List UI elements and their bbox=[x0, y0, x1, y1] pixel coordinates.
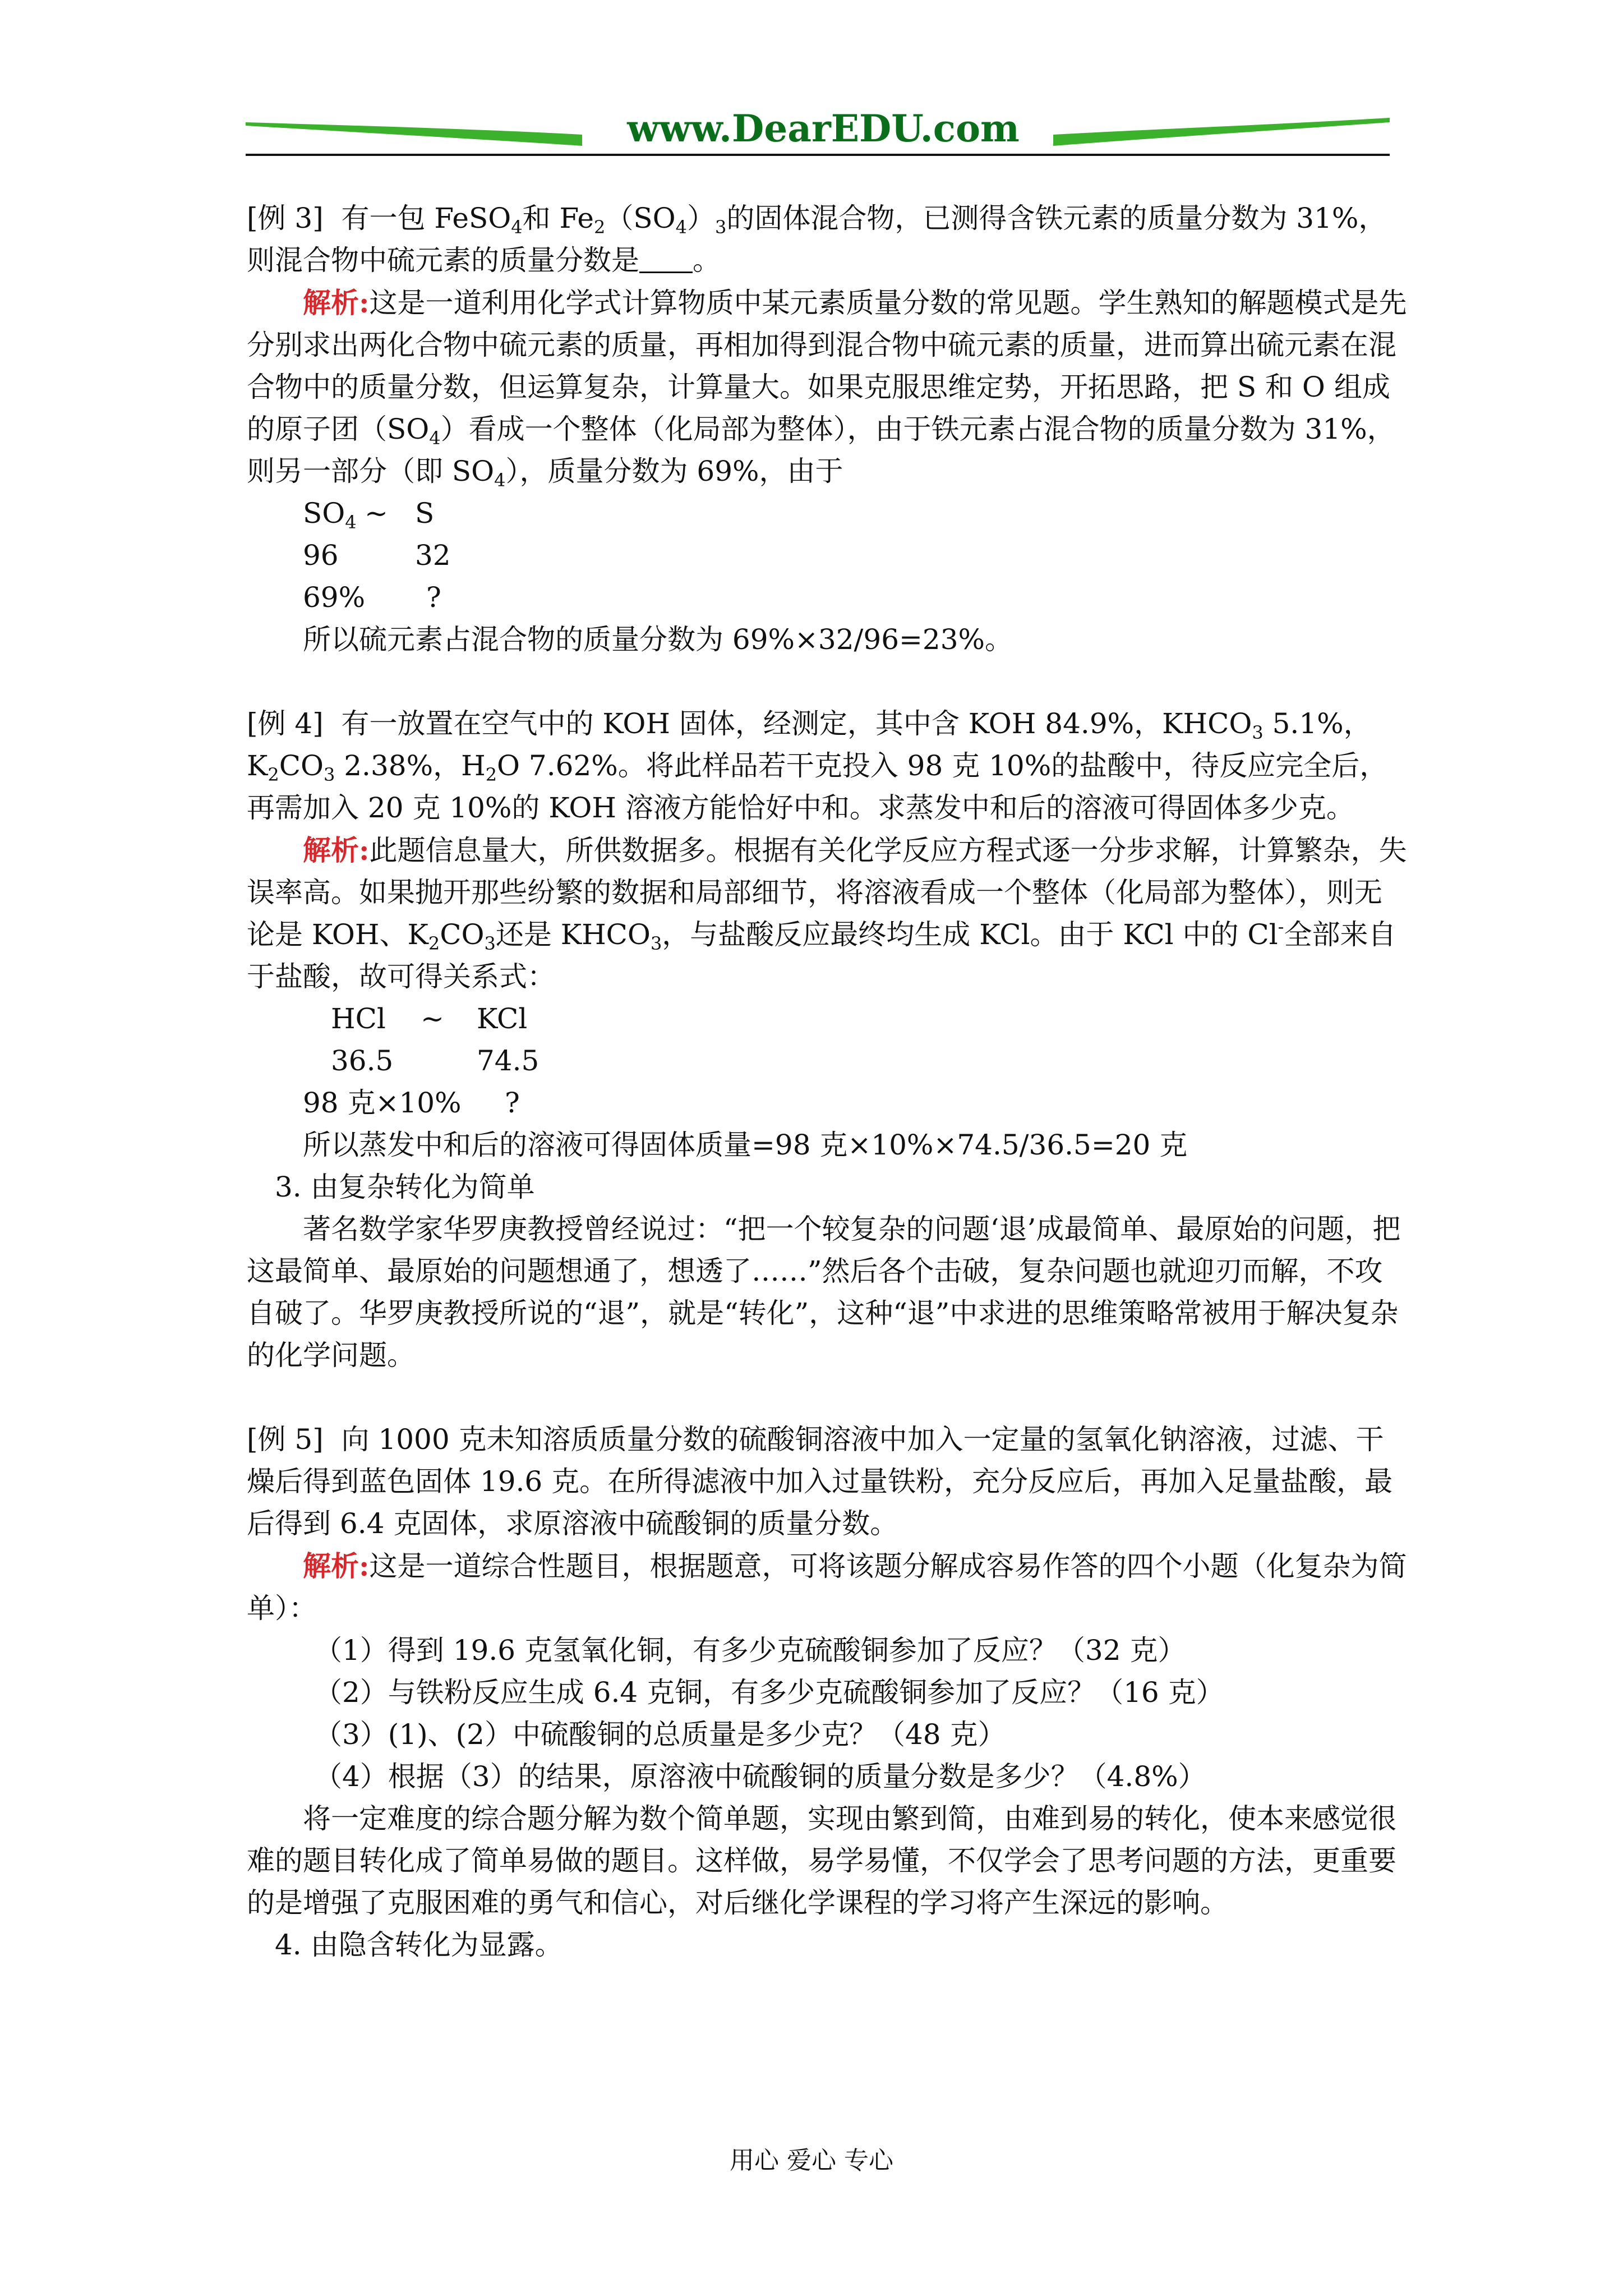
example-4-ratio-row: 98 克×10% ? bbox=[303, 1087, 520, 1119]
example-5-summary: 将一定难度的综合题分解为数个简单题，实现由繁到简，由难到易的转化，使本来感觉很难的题目转化成了简单易做的题目。这样做，易学易懂，不仅学会了思考问题的方法，更重要的是增强了克服困难的勇气和信心，对后继化学课程的学习将产生深远的影响。 bbox=[247, 1802, 1396, 1919]
example-3-conclusion: 所以硫元素占混合物的质量分数为 69%×32/96=23%。 bbox=[303, 623, 1013, 656]
document-body bbox=[247, 197, 1408, 1966]
example-5-step-3: （3）(1)、(2）中硫酸铜的总质量是多少克？（48 克） bbox=[314, 1718, 1006, 1751]
right-swoosh bbox=[1053, 118, 1390, 146]
example-3-relation-row: $SO_4$ ~ S bbox=[303, 497, 435, 533]
example-3-ratio-row: 69% ? bbox=[303, 581, 441, 614]
header-rule bbox=[246, 154, 1390, 156]
example-5-step-2: （2）与铁粉反应生成 6.4 克铜，有多少克硫酸铜参加了反应？（16 克） bbox=[314, 1676, 1224, 1709]
analysis-label: 解析: bbox=[303, 286, 370, 319]
example-4-analysis: 解析:此题信息量大，所供数据多。根据有关化学反应方程式逐一分步求解，计算繁杂，失误率高。如果抛开那些纷繁的数据和局部细节，将溶液看成一个整体（化局部为整体），则无论是 KOH、$K_2CO_3$还是 $KHCO_3$，与盐酸反应最终均生成 KCl。由于 KCl 中的 Cl-全部来自于盐酸，故可得关系式： bbox=[247, 834, 1407, 993]
example-3-question: [例 3] 有一包 FeSO$_4$和 $Fe_2(SO_4)_3$的固体混合物，已测得含铁元素的质量分数为 31%，则混合物中硫元素的质量分数是 。 bbox=[247, 202, 1387, 277]
example-4-relation-row: HCl ~ KCl bbox=[331, 1002, 528, 1035]
analysis-label: 解析: bbox=[303, 1549, 370, 1582]
brand-banner bbox=[246, 105, 1390, 162]
example-5-analysis: 解析:这是一道综合性题目，根据题意，可将该题分解成容易作答的四个小题（化复杂为简单）： bbox=[247, 1549, 1407, 1625]
example-5-question: [例 5] 向 1000 克未知溶质质量分数的硫酸铜溶液中加入一定量的氢氧化钠溶液，过滤、干燥后得到蓝色固体 19.6 克。在所得滤液中加入过量铁粉，充分反应后，再加入足量盐酸，最后得到 6.4 克固体，求原溶液中硫酸铜的质量分数。 bbox=[247, 1423, 1393, 1540]
page-header bbox=[246, 105, 1390, 162]
page-footer: 用心 爱心 专心 bbox=[730, 2146, 893, 2175]
brand-logo-text: www.DearEDU.com bbox=[627, 107, 1020, 150]
example-4-conclusion: 所以蒸发中和后的溶液可得固体质量=98 克×10%×74.5/36.5=20 克 bbox=[303, 1129, 1188, 1161]
analysis-label: 解析: bbox=[303, 834, 370, 867]
example-4-molar-row: 36.5 74.5 bbox=[331, 1045, 540, 1077]
section-4-heading: 4. 由隐含转化为显露。 bbox=[275, 1929, 563, 1961]
section-3-paragraph: 著名数学家华罗庚教授曾经说过：“把一个较复杂的问题‘退’成最简单、最原始的问题，把这最简单、最原始的问题想通了，想透了……”然后各个击破，复杂问题也就迎刃而解，不攻自破了。华罗庚教授所说的“退”，就是“转化”，这种“退”中求进的思维策略常被用于解决复杂的化学问题。 bbox=[247, 1213, 1401, 1372]
example-4-question: [例 4] 有一放置在空气中的 KOH 固体，经测定，其中含 KOH 84.9%，$KHCO_3$ 5.1%，$K_2CO_3$ 2.38%，$H_2O$ 7.62%。将此样品若干克投入 98 克 10%的盐酸中，待反应完全后，再需加入 20 克 10%的 KOH 溶液方能恰好中和。求蒸发中和后的溶液可得固体多少克。 bbox=[247, 707, 1388, 824]
section-3-heading: 3. 由复杂转化为简单 bbox=[275, 1171, 535, 1203]
example-3-molar-row: 96 32 bbox=[303, 539, 451, 572]
example-5-step-4: （4）根据（3）的结果，原溶液中硫酸铜的质量分数是多少？（4.8%） bbox=[314, 1760, 1206, 1793]
answer-blank bbox=[639, 245, 693, 273]
example-3-analysis: 解析:这是一道利用化学式计算物质中某元素质量分数的常见题。学生熟知的解题模式是先分别求出两化合物中硫元素的质量，再相加得到混合物中硫元素的质量，进而算出硫元素在混合物中的质量分数，但运算复杂，计算量大。如果克服思维定势，开拓思路，把 S 和 O 组成的原子团$(SO_4)$看成一个整体（化局部为整体），由于铁元素占混合物的质量分数为 31%，则另一部分（即 $SO_4$），质量分数为 69%，由于 bbox=[247, 286, 1407, 491]
example-5-step-1: （1）得到 19.6 克氢氧化铜，有多少克硫酸铜参加了反应？（32 克） bbox=[314, 1634, 1186, 1667]
left-swoosh bbox=[246, 122, 582, 146]
